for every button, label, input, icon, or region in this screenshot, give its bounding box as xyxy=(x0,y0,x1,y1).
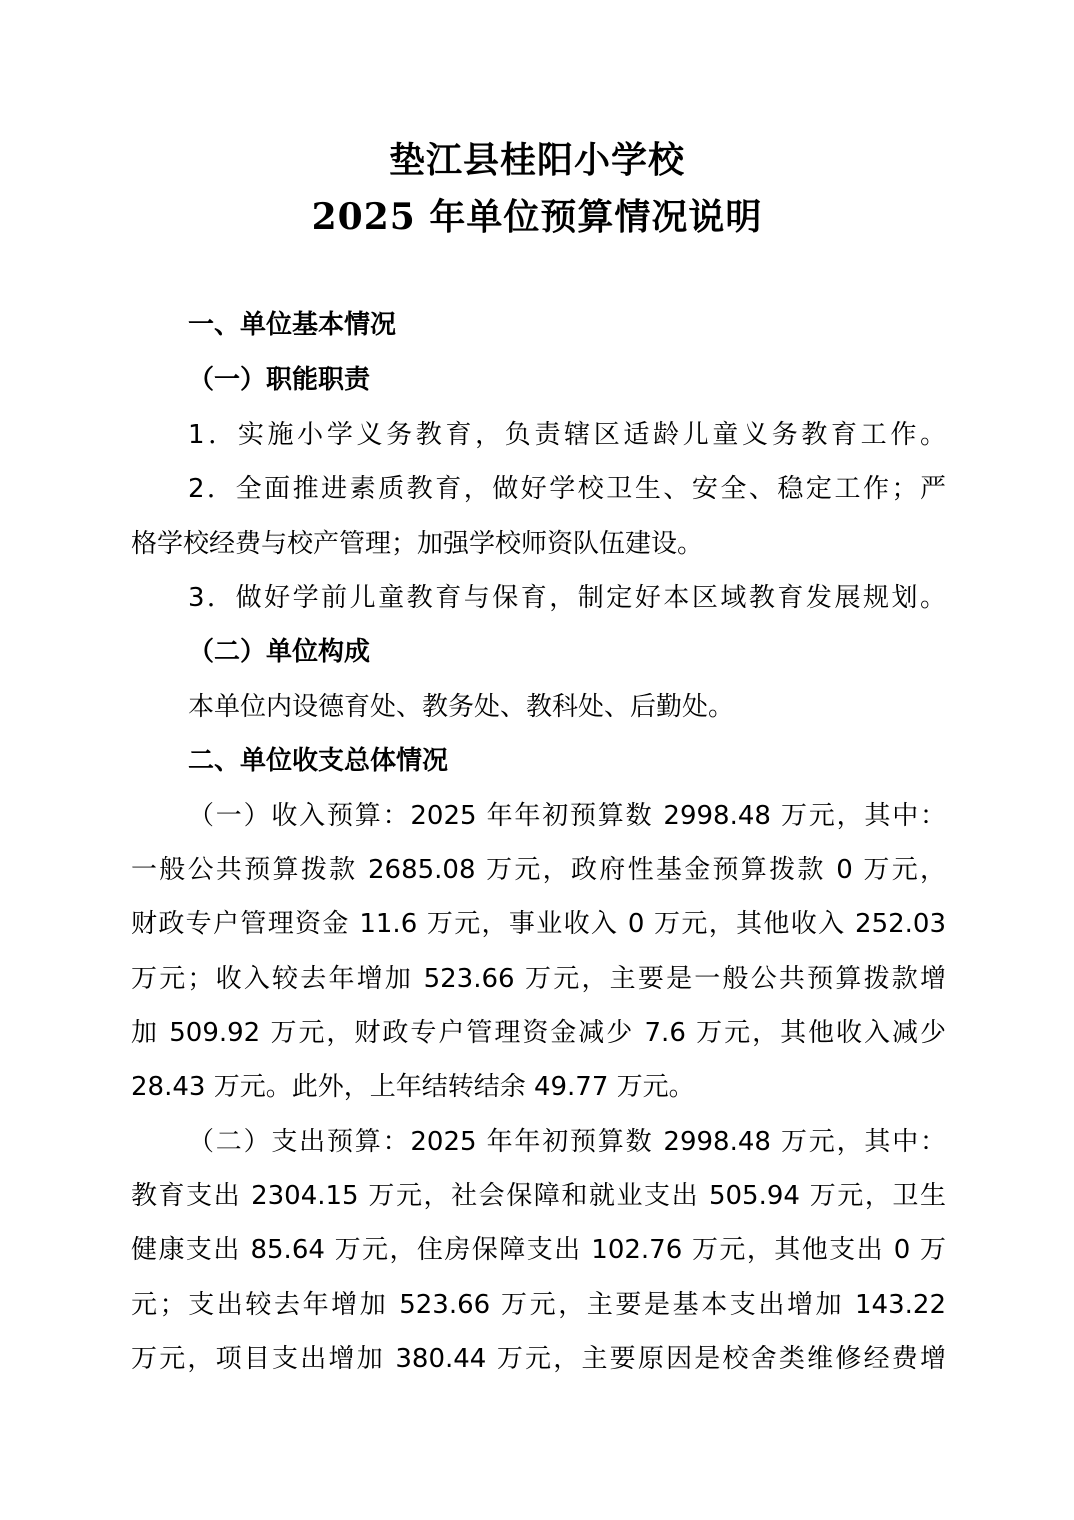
expense-paragraph-line: 健康支出 85.64 万元，住房保障支出 102.76 万元，其他支出 0 万 xyxy=(131,1235,946,1265)
income-paragraph-line: 一般公共预算拨款 2685.08 万元，政府性基金预算拨款 0 万元， xyxy=(131,855,946,885)
duty-item-1: 1．实施小学义务教育，负责辖区适龄儿童义务教育工作。 xyxy=(188,420,946,450)
duty-item-2-line-2: 格学校经费与校产管理；加强学校师资队伍建设。 xyxy=(131,529,704,559)
income-paragraph-line: （一）收入预算：2025 年年初预算数 2998.48 万元，其中： xyxy=(188,801,946,831)
income-paragraph-line: 加 509.92 万元，财政专户管理资金减少 7.6 万元，其他收入减少 xyxy=(131,1018,946,1048)
section-2-heading: 二、单位收支总体情况 xyxy=(188,746,449,776)
expense-paragraph-line: 教育支出 2304.15 万元，社会保障和就业支出 505.94 万元，卫生 xyxy=(131,1181,946,1211)
unit-composition-text: 本单位内设德育处、教务处、教科处、后勤处。 xyxy=(188,692,735,722)
income-paragraph-line: 万元；收入较去年增加 523.66 万元，主要是一般公共预算拨款增 xyxy=(131,964,946,994)
income-paragraph-line: 28.43 万元。此外，上年结转结余 49.77 万元。 xyxy=(131,1072,695,1102)
expense-paragraph-line: 元；支出较去年增加 523.66 万元，主要是基本支出增加 143.22 xyxy=(131,1290,946,1320)
income-paragraph-line: 财政专户管理资金 11.6 万元，事业收入 0 万元，其他收入 252.03 xyxy=(131,909,946,939)
section-1-subheading-duties: （一）职能职责 xyxy=(188,365,371,395)
section-1-heading: 一、单位基本情况 xyxy=(188,310,397,340)
duty-item-3: 3．做好学前儿童教育与保育，制定好本区域教育发展规划。 xyxy=(188,583,946,613)
duty-item-2-line-1: 2．全面推进素质教育，做好学校卫生、安全、稳定工作；严 xyxy=(188,474,946,504)
document-title-line-1: 垫江县桂阳小学校 xyxy=(388,139,685,181)
section-1-subheading-composition: （二）单位构成 xyxy=(188,637,371,667)
document-title-line-2: 2025 年单位预算情况说明 xyxy=(311,196,763,238)
expense-paragraph-line: （二）支出预算：2025 年年初预算数 2998.48 万元，其中： xyxy=(188,1127,946,1157)
expense-paragraph-line: 万元，项目支出增加 380.44 万元，主要原因是校舍类维修经费增 xyxy=(131,1344,946,1374)
